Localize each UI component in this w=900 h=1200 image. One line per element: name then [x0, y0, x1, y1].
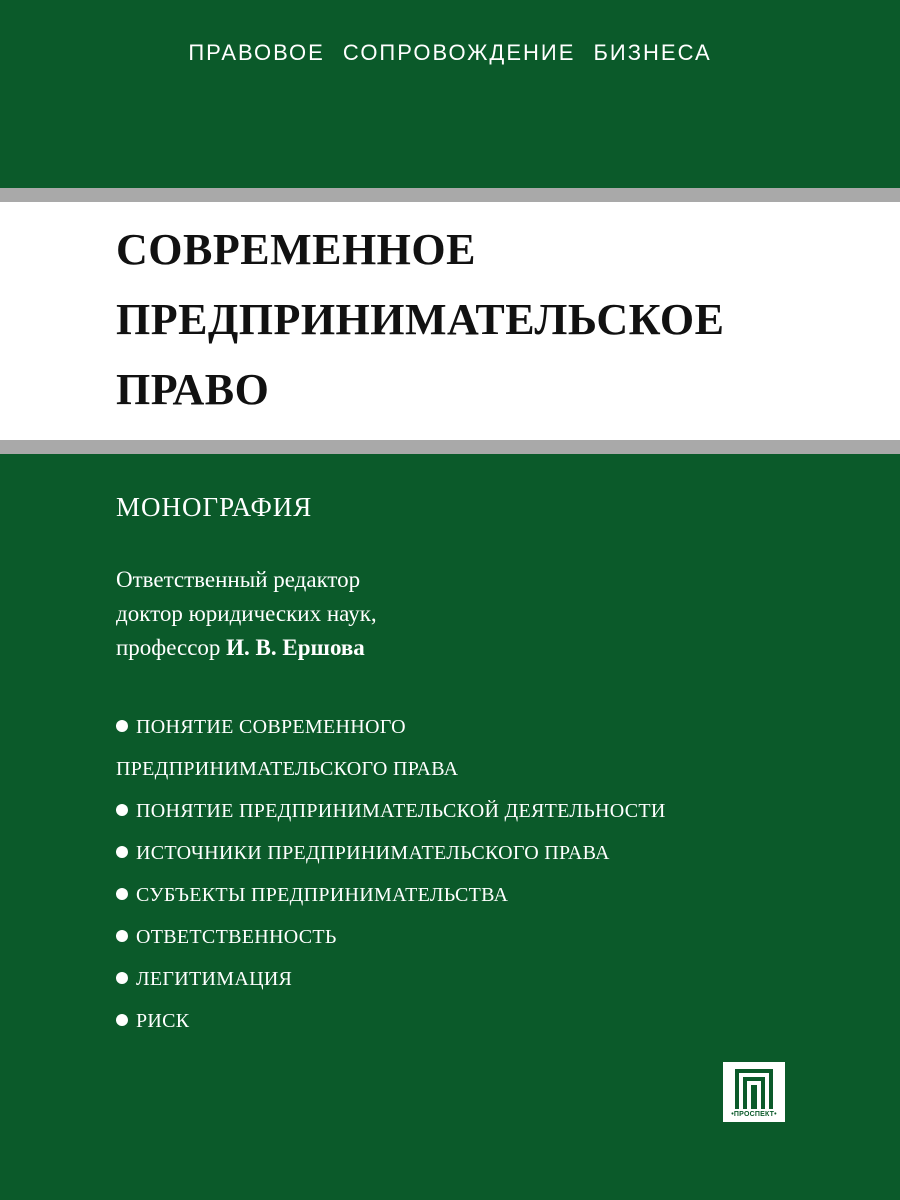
bullet-icon [116, 846, 128, 858]
topic-text: ИСТОЧНИКИ ПРЕДПРИНИМАТЕЛЬСКОГО ПРАВА [136, 842, 610, 864]
book-title [116, 215, 724, 425]
topic-item [116, 874, 666, 916]
topic-text: ПОНЯТИЕ СОВРЕМЕННОГО [136, 716, 406, 738]
book-subtitle: МОНОГРАФИЯ [116, 492, 313, 522]
editor-name-line [116, 631, 377, 665]
topic-item [116, 748, 666, 790]
publisher-name: •ПРОСПЕКТ• [731, 1111, 777, 1118]
editor-degree: доктор юридических наук, [116, 601, 377, 626]
topic-text: ЛЕГИТИМАЦИЯ [136, 968, 293, 990]
topic-item [116, 832, 666, 874]
topic-text: СУБЪЕКТЫ ПРЕДПРИНИМАТЕЛЬСТВА [136, 884, 509, 906]
editor-role: Ответственный редактор [116, 567, 361, 592]
bullet-icon [116, 1014, 128, 1026]
topic-item [116, 1000, 666, 1042]
editor-info [116, 563, 377, 665]
editor-title: профессор [116, 635, 227, 660]
bullet-icon [116, 888, 128, 900]
topic-item [116, 958, 666, 1000]
topics-list [116, 706, 666, 1042]
topic-item [116, 706, 666, 748]
book-title-line-3: ПРАВО [116, 365, 270, 414]
book-title-line-2: ПРЕДПРИНИМАТЕЛЬСКОЕ [116, 295, 725, 344]
topic-text: ПРЕДПРИНИМАТЕЛЬСКОГО ПРАВА [116, 758, 459, 780]
topic-text: РИСК [136, 1010, 190, 1032]
bullet-icon [116, 972, 128, 984]
editor-name: И. В. Ершова [226, 635, 365, 660]
bullet-icon [116, 930, 128, 942]
topic-item [116, 790, 666, 832]
bullet-icon [116, 720, 128, 732]
bottom-gray-stripe [0, 440, 900, 454]
topic-item [116, 916, 666, 958]
book-title-line-1: СОВРЕМЕННОЕ [116, 225, 476, 274]
bullet-icon [116, 804, 128, 816]
series-title: ПРАВОВОЕ СОПРОВОЖДЕНИЕ БИЗНЕСА [188, 40, 712, 65]
topic-text: ПОНЯТИЕ ПРЕДПРИНИМАТЕЛЬСКОЙ ДЕЯТЕЛЬНОСТИ [136, 800, 666, 822]
topic-text: ОТВЕТСТВЕННОСТЬ [136, 926, 337, 948]
publisher-logo [723, 1062, 785, 1122]
top-gray-stripe [0, 188, 900, 202]
